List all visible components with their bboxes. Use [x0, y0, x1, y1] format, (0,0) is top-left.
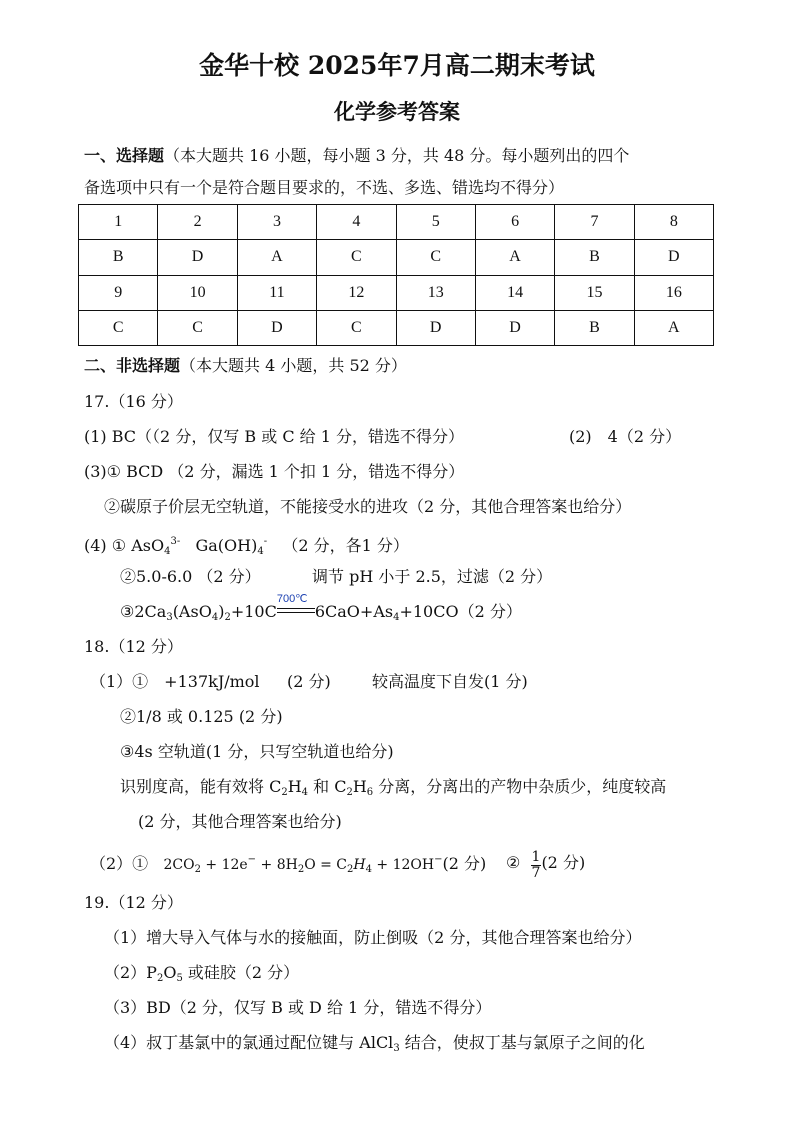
q18-part1b: (2 分)	[287, 672, 331, 691]
subscript: 5	[176, 973, 183, 984]
answer-table	[78, 204, 714, 346]
table-cell: 4	[317, 205, 396, 240]
subscript: 2	[346, 787, 353, 798]
section2-heading: 二、非选择题	[84, 356, 181, 375]
eq-text: (AsO	[172, 602, 212, 621]
q19-part1: （1）增大导入气体与水的接触面，防止倒吸（2 分，其他合理答案也给分）	[104, 928, 642, 947]
table-cell: C	[396, 240, 475, 275]
table-cell: 8	[634, 205, 713, 240]
table-cell: 2	[158, 205, 237, 240]
q18-part3: ③4s 空轨道(1 分，只写空轨道也给分)	[120, 742, 394, 761]
table-cell: B	[79, 240, 158, 275]
subscript: 2	[281, 787, 288, 798]
superscript: 3-	[170, 536, 181, 547]
table-cell: D	[396, 310, 475, 345]
fraction	[531, 850, 542, 881]
ion-text: AsO	[131, 536, 165, 555]
section1-line1	[84, 146, 629, 166]
text: O	[163, 963, 177, 982]
text: H	[287, 777, 302, 796]
q17-part4b2: 调节 pH 小于 2.5，过滤（2 分）	[312, 567, 553, 586]
q18-part7	[506, 850, 585, 881]
score: (2 分)	[442, 854, 487, 873]
q18-part4	[120, 777, 666, 803]
q18-part1c: 较高温度下自发(1 分)	[372, 672, 528, 691]
page-title: 金华十校 2025年7月高二期末考试	[199, 51, 595, 80]
q19-part4	[104, 1033, 645, 1059]
table-cell: C	[317, 310, 396, 345]
gallate-ion	[195, 536, 267, 555]
superscript: −	[247, 854, 257, 865]
text: 识别度高，能有效将 C	[120, 777, 282, 796]
table-cell: 11	[237, 275, 316, 310]
q17-equation	[120, 593, 522, 628]
table-cell: C	[317, 240, 396, 275]
subscript: 3	[393, 1043, 400, 1054]
eq-text: ③2Ca	[120, 602, 167, 621]
eq-text: 2CO	[163, 857, 195, 873]
subscript: 2	[224, 612, 231, 623]
q18-part2: ②1/8 或 0.125 (2 分)	[120, 707, 283, 726]
q17-part2: (2) 4（2 分）	[569, 427, 682, 446]
table-cell: 6	[475, 205, 554, 240]
subscript: 2	[297, 864, 305, 875]
table-cell: 1	[79, 205, 158, 240]
subscript: 4	[257, 546, 264, 557]
q17-part4-score: （2 分，各1 分）	[282, 536, 409, 555]
table-cell: 7	[555, 205, 634, 240]
table-cell: A	[237, 240, 316, 275]
table-cell: 14	[475, 275, 554, 310]
q17-part4-label: (4) ①	[84, 536, 127, 555]
q17-part1: (1) BC（（2 分，仅写 B 或 C 给 1 分，错选不得分）	[84, 427, 465, 446]
section1-heading: 一、选择题	[84, 146, 165, 165]
q19-part3: （3）BD（2 分，仅写 B 或 D 给 1 分，错选不得分）	[104, 998, 492, 1017]
text: 结合，使叔丁基与氯原子之间的化	[399, 1033, 645, 1052]
subscript: 4	[211, 612, 219, 623]
table-cell: D	[634, 240, 713, 275]
table-row	[79, 240, 714, 275]
q18-part6	[90, 850, 486, 880]
subscript: 3	[166, 612, 173, 623]
page-subtitle: 化学参考答案	[334, 99, 460, 124]
table-cell: 12	[317, 275, 396, 310]
eq-text: + 12e	[200, 857, 248, 873]
subscript: 4	[301, 787, 309, 798]
subscript: 2	[156, 973, 164, 984]
table-cell: 16	[634, 275, 713, 310]
denominator: 7	[531, 865, 541, 881]
table-cell: D	[475, 310, 554, 345]
q19-part2	[104, 963, 299, 989]
score: (2 分)	[541, 853, 586, 872]
text: 或硅胶（2 分）	[182, 963, 300, 982]
table-cell: 3	[237, 205, 316, 240]
q17-header: 17.（16 分）	[84, 392, 183, 411]
table-cell: B	[555, 310, 634, 345]
text: （4）叔丁基氯中的氯通过配位键与 AlCl	[104, 1033, 394, 1052]
q17-part4	[84, 532, 409, 562]
q18-header: 18.（12 分）	[84, 637, 183, 656]
q18-part5: (2 分，其他合理答案也给分)	[138, 812, 342, 831]
eq-text: + 12OH	[371, 857, 435, 873]
subscript: 4	[393, 612, 400, 623]
eq-text: )	[218, 602, 225, 621]
section2-note: （本大题共 4 小题，共 52 分）	[180, 356, 407, 375]
arsenate-ion	[131, 536, 180, 555]
label: （2）①	[90, 854, 149, 873]
table-cell: 10	[158, 275, 237, 310]
table-cell: C	[158, 310, 237, 345]
superscript: -	[263, 536, 268, 547]
subscript: 4	[164, 546, 171, 557]
section1-note-line2: 备选项中只有一个是符合题目要求的，不选、多选、错选均不得分）	[84, 178, 565, 197]
eq-text: +10C	[230, 602, 277, 621]
numerator: 1	[531, 849, 541, 865]
text: H	[352, 777, 367, 796]
text: 和 C	[308, 777, 347, 796]
q17-part3b: ②碳原子价层无空轨道，不能接受水的进攻（2 分，其他合理答案也给分）	[104, 497, 632, 516]
table-cell: B	[555, 240, 634, 275]
q18-part1a: （1）① +137kJ/mol	[90, 672, 260, 691]
section2-line	[84, 356, 407, 376]
eq-text: 6CaO+As	[314, 602, 394, 621]
table-cell: 5	[396, 205, 475, 240]
eq-text: H	[353, 857, 366, 873]
table-cell: 15	[555, 275, 634, 310]
condition-text: 700℃	[276, 593, 308, 605]
label: ②	[506, 853, 521, 872]
q17-part3: (3)① BCD （2 分，漏选 1 个扣 1 分，错选不得分）	[84, 462, 465, 481]
superscript: −	[434, 854, 443, 865]
q17-part4b: ②5.0-6.0 （2 分）	[120, 567, 261, 586]
ion-text: Ga(OH)	[195, 536, 258, 555]
table-cell: 13	[396, 275, 475, 310]
text: 分离，分离出的产物中杂质少，纯度较高	[373, 777, 667, 796]
table-row	[79, 205, 714, 240]
eq-text: O = C	[304, 857, 348, 873]
subscript: 4	[365, 864, 372, 875]
text: （2）P	[104, 963, 157, 982]
subscript: 6	[366, 787, 374, 798]
table-cell: 9	[79, 275, 158, 310]
reaction-condition	[276, 593, 315, 622]
eq-text: + 8H	[256, 857, 298, 873]
table-cell: A	[475, 240, 554, 275]
table-cell: D	[237, 310, 316, 345]
subscript: 2	[194, 864, 201, 875]
eq-text: +10CO（2 分）	[399, 602, 522, 621]
subscript: 2	[347, 864, 354, 875]
table-cell: A	[634, 310, 713, 345]
table-row	[79, 310, 714, 345]
section1-note-line1: （本大题共 16 小题，每小题 3 分，共 48 分。每小题列出的四个	[164, 146, 630, 165]
table-row	[79, 275, 714, 310]
q19-header: 19.（12 分）	[84, 893, 183, 912]
electrode-equation	[163, 854, 443, 875]
table-cell: D	[158, 240, 237, 275]
table-cell: C	[79, 310, 158, 345]
